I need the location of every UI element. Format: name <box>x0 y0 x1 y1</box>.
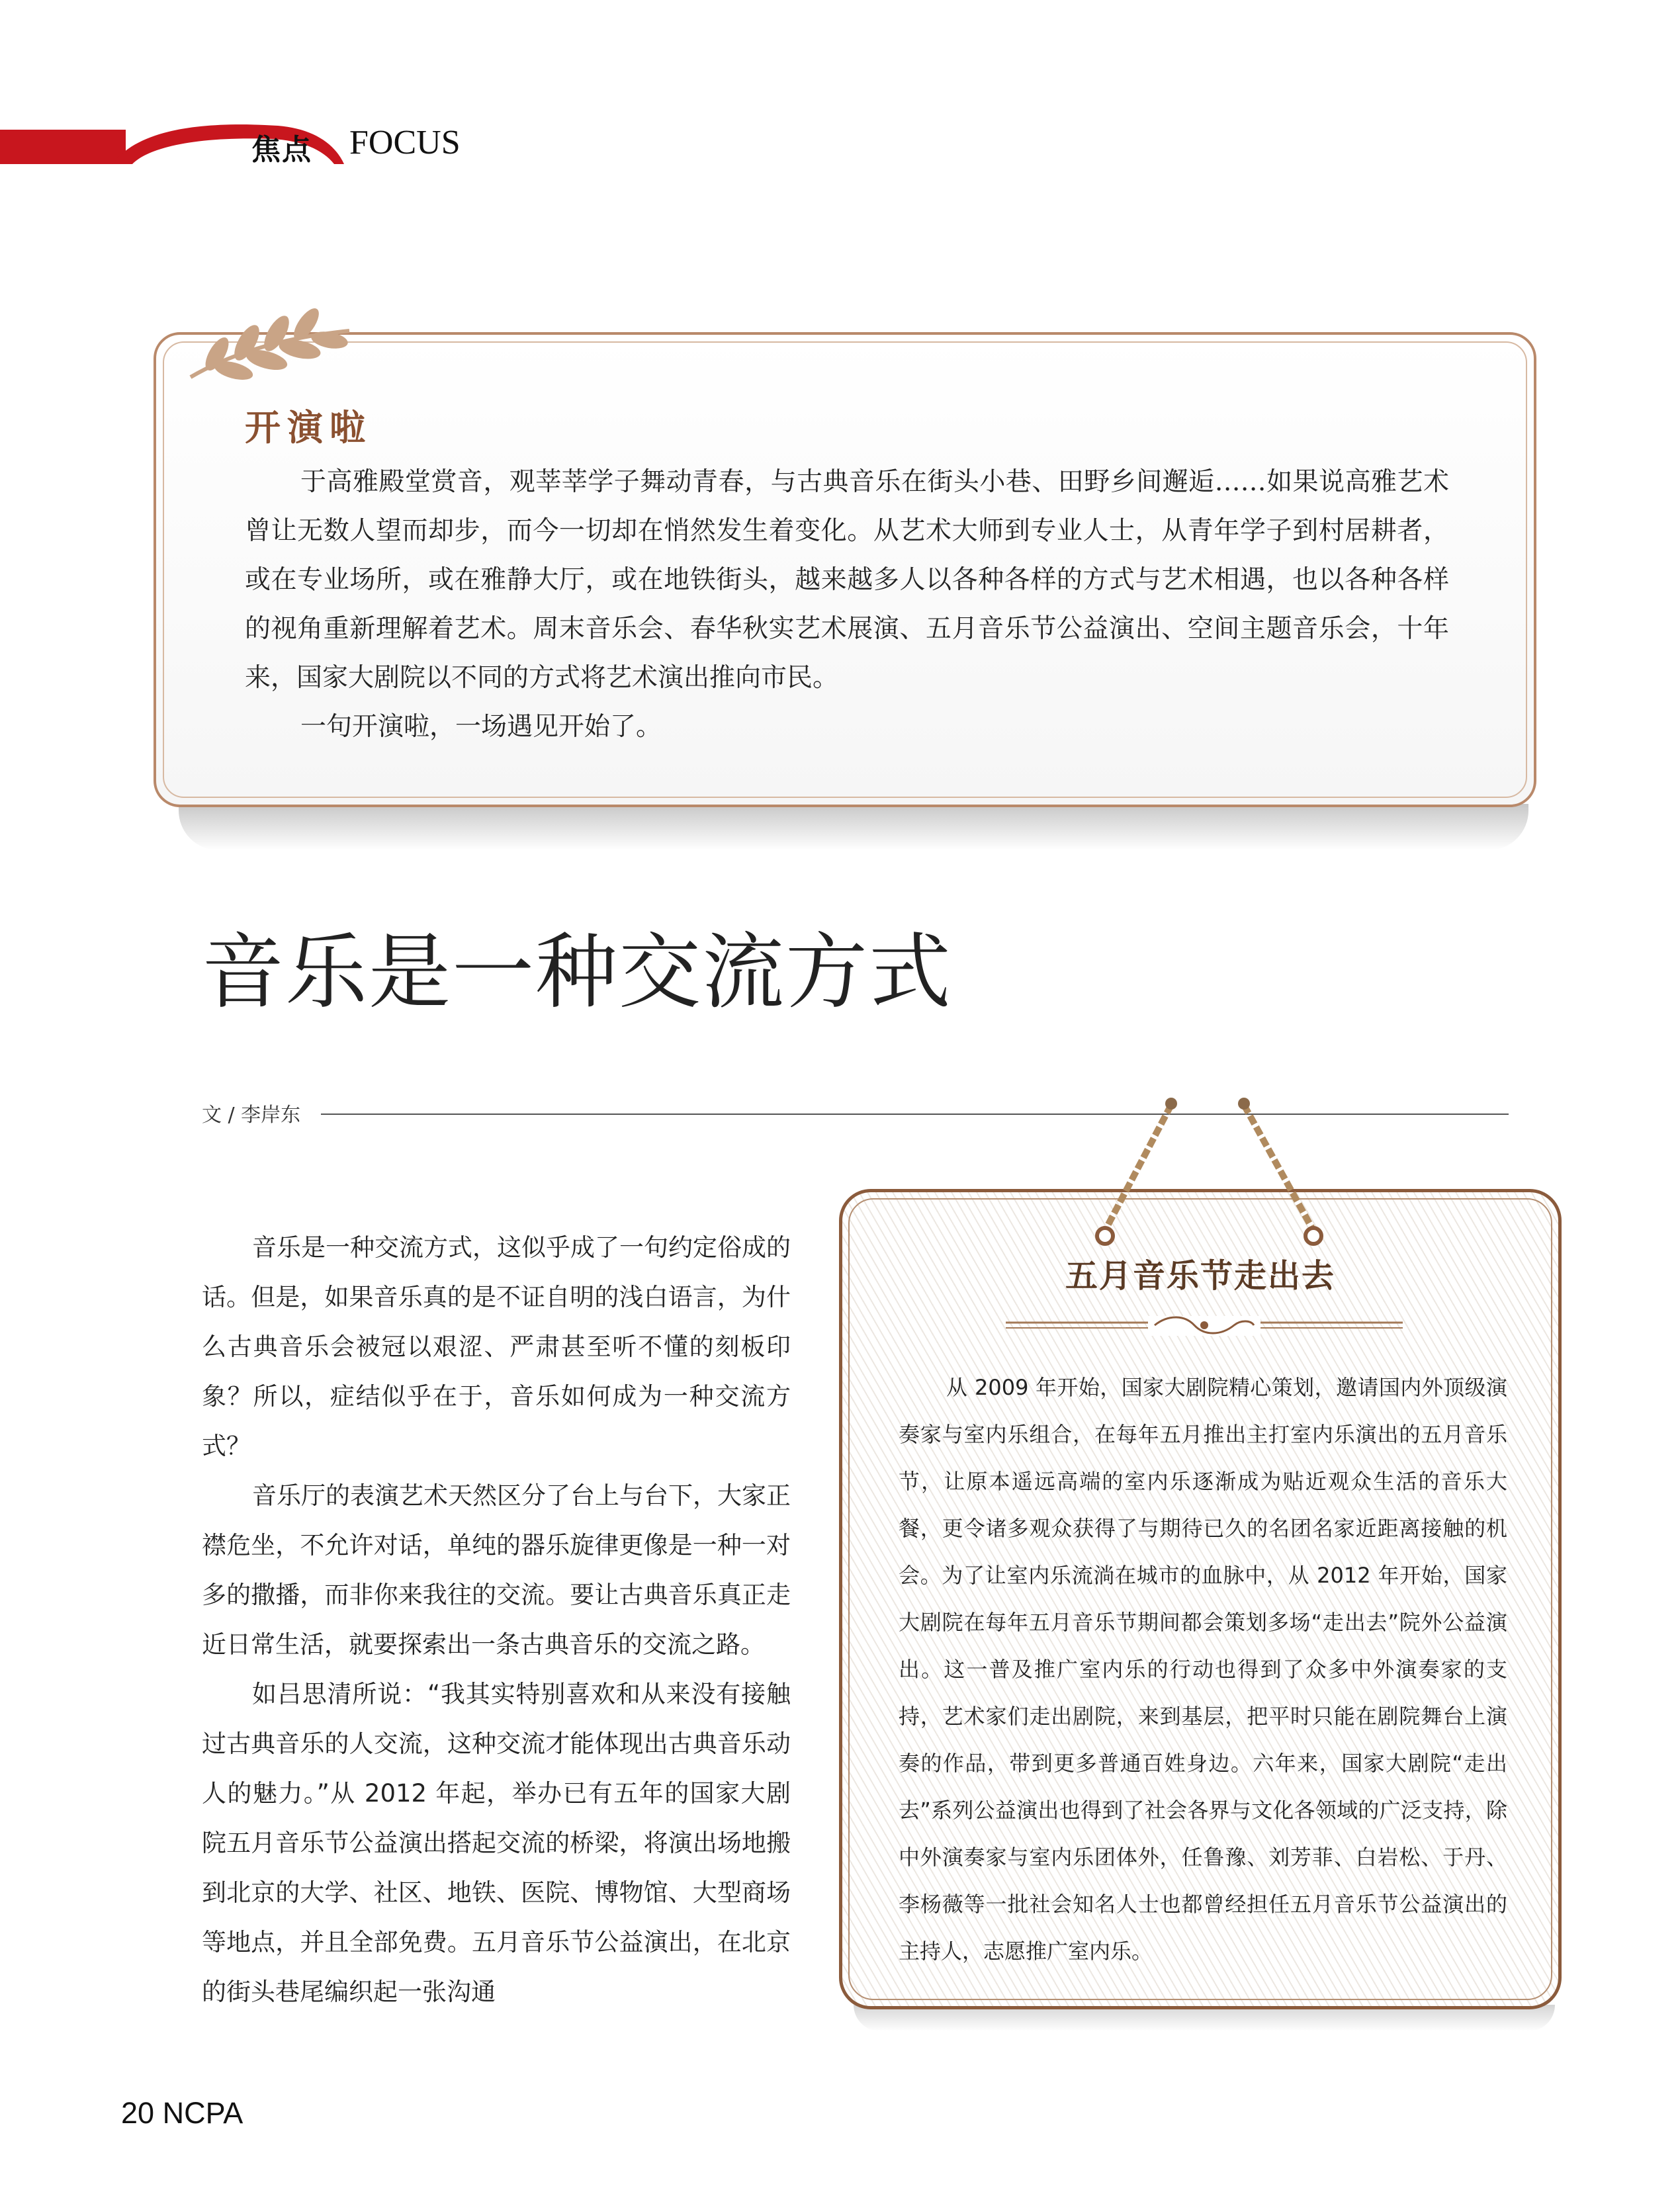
page-folio <box>121 2096 243 2130</box>
sidebar-text <box>899 1364 1507 1975</box>
article-title: 音乐是一种交流方式 <box>202 925 953 1020</box>
section-label-en: FOCUS <box>349 124 461 161</box>
intro-text <box>245 458 1449 752</box>
byline: 文 / 李岸东 <box>202 1104 301 1127</box>
sidebar-title: 五月音乐节走出去 <box>1065 1257 1335 1295</box>
publication-name: NCPA <box>162 2096 243 2130</box>
section-label-zh: 焦点 <box>251 133 312 167</box>
body-paragraph: 如吕思清所说：“我其实特别喜欢和从来没有接触过古典音乐的人交流，这种交流才能体现出古典音乐动人的魅力。”从 2012 年起，举办已有五年的国家大剧院五月音乐节公益演出搭起交流的桥梁，将演出场地搬到北京的大学、社区、地铁、医院、博物馆、大型商场等地点，并且全部免费。五月音乐节公益演出，在北京的街头巷尾编织起一张沟通 <box>202 1680 791 2006</box>
wheat-icon <box>171 291 356 390</box>
intro-box-shadow <box>179 804 1528 850</box>
ornament-divider-icon <box>1006 1313 1403 1340</box>
header-arc-decoration <box>0 106 371 179</box>
sidebar-paragraph: 从 2009 年开始，国家大剧院精心策划，邀请国内外顶级演奏家与室内乐组合，在每年五月推出主打室内乐演出的五月音乐节，让原本遥远高端的室内乐逐渐成为贴近观众生活的音乐大餐，更令诸多观众获得了与期待已久的名团名家近距离接触的机会。为了让室内乐流淌在城市的血脉中，从 2012 年开始，国家大剧院在每年五月音乐节期间都会策划多场“走出去”院外公益演出。这一普及推广室内乐的行动也得到了众多中外演奏家的支持，艺术家们走出剧院，来到基层，把平时只能在剧院舞台上演奏的作品，带到更多普通百姓身边。六年来，国家大剧院“走出去”系列公益演出也得到了社会各界与文化各领域的广泛支持，除中外演奏家与室内乐团体外，任鲁豫、刘芳菲、白岩松、于丹、李杨薇等一批社会知名人士也都曾经担任五月音乐节公益演出的主持人，志愿推广室内乐。 <box>899 1375 1507 1964</box>
intro-paragraph: 一句开演啦，一场遇见开始了。 <box>300 712 662 742</box>
body-paragraph: 音乐厅的表演艺术天然区分了台上与台下，大家正襟危坐，不允许对话，单纯的器乐旋律更像是一种一对多的撒播，而非你来我往的交流。要让古典音乐真正走近日常生活，就要探索出一条古典音乐的交流之路。 <box>202 1481 791 1659</box>
rope-hanger-icon <box>1072 1092 1350 1250</box>
body-paragraph: 音乐是一种交流方式，这似乎成了一句约定俗成的话。但是，如果音乐真的是不证自明的浅白语言，为什么古典音乐会被冠以艰涩、严肃甚至听不懂的刻板印象？所以，症结似乎在于，音乐如何成为一种交流方式？ <box>202 1233 791 1460</box>
intro-paragraph: 于高雅殿堂赏音，观莘莘学子舞动青春，与古典音乐在街头小巷、田野乡间邂逅……如果说高雅艺术曾让无数人望而却步，而今一切却在悄然发生着变化。从艺术大师到专业人士，从青年学子到村居耕者，或在专业场所，或在雅静大厅，或在地铁街头，越来越多人以各种各样的方式与艺术相遇，也以各种各样的视角重新理解着艺术。周末音乐会、春华秋实艺术展演、五月音乐节公益演出、空间主题音乐会，十年来，国家大剧院以不同的方式将艺术演出推向市民。 <box>245 467 1449 693</box>
intro-title: 开演啦 <box>245 406 372 449</box>
article-body <box>202 1223 791 2017</box>
page-number: 20 <box>121 2096 155 2130</box>
